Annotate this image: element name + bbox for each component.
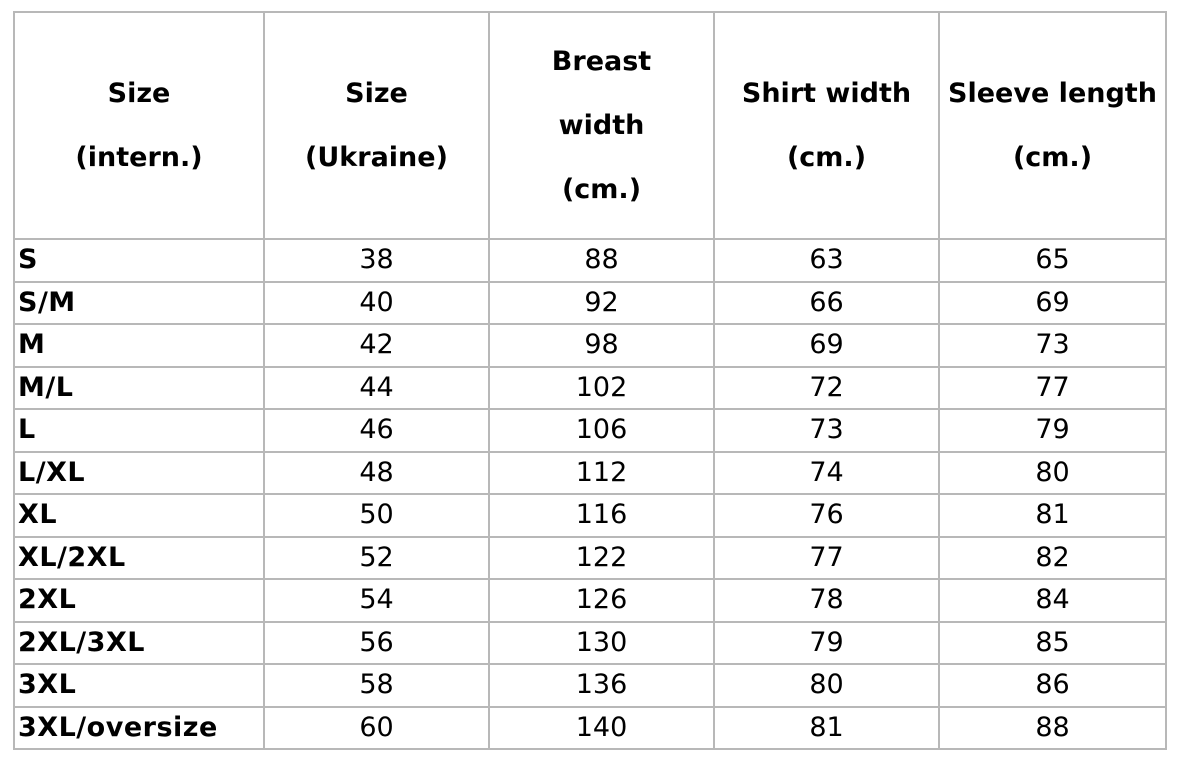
breast-width-cell: 112 [490,453,715,496]
ukraine-size-cell: 50 [265,495,490,538]
sleeve-length-cell: 84 [940,580,1167,623]
size-cell: L/XL [15,453,265,496]
shirt-width-cell: 63 [715,240,940,283]
header-line: Breast [551,45,652,77]
shirt-width-cell: 78 [715,580,940,623]
shirt-width-cell: 80 [715,665,940,708]
breast-width-cell: 136 [490,665,715,708]
sleeve-length-cell: 80 [940,453,1167,496]
table-row [15,708,1167,751]
table-row [15,283,1167,326]
table-row [15,325,1167,368]
sleeve-length-cell: 86 [940,665,1167,708]
ukraine-size-cell: 42 [265,325,490,368]
size-cell: L [15,410,265,453]
shirt-width-cell: 73 [715,410,940,453]
table-body [15,240,1167,750]
breast-width-cell: 88 [490,240,715,283]
breast-width-cell: 140 [490,708,715,751]
header-line: (cm.) [1012,141,1093,173]
ukraine-size-cell: 46 [265,410,490,453]
ukraine-size-cell: 44 [265,368,490,411]
ukraine-size-cell: 38 [265,240,490,283]
header-sleeve-length [940,13,1167,240]
table-row [15,368,1167,411]
shirt-width-cell: 77 [715,538,940,581]
breast-width-cell: 106 [490,410,715,453]
header-line: Size [107,77,171,109]
sleeve-length-cell: 81 [940,495,1167,538]
size-cell: S [15,240,265,283]
breast-width-cell: 122 [490,538,715,581]
table-row [15,240,1167,283]
table-row [15,665,1167,708]
table-row [15,495,1167,538]
header-line: (Ukraine) [305,141,448,173]
sleeve-length-cell: 69 [940,283,1167,326]
ukraine-size-cell: 52 [265,538,490,581]
table-header [15,13,1167,240]
breast-width-cell: 92 [490,283,715,326]
header-breast-width [490,13,715,240]
ukraine-size-cell: 54 [265,580,490,623]
breast-width-cell: 98 [490,325,715,368]
header-line: (cm.) [786,141,867,173]
shirt-width-cell: 74 [715,453,940,496]
table-row [15,580,1167,623]
size-cell: S/M [15,283,265,326]
header-size-ukraine [265,13,490,240]
header-shirt-width [715,13,940,240]
sleeve-length-cell: 85 [940,623,1167,666]
sleeve-length-cell: 82 [940,538,1167,581]
breast-width-cell: 126 [490,580,715,623]
header-line: (cm.) [561,173,642,205]
shirt-width-cell: 79 [715,623,940,666]
size-chart-table [13,11,1167,750]
header-row [15,13,1167,240]
ukraine-size-cell: 60 [265,708,490,751]
header-line: Size [345,77,408,109]
ukraine-size-cell: 48 [265,453,490,496]
size-cell: 3XL [15,665,265,708]
header-line: Sleeve length [948,77,1157,109]
ukraine-size-cell: 40 [265,283,490,326]
size-cell: 2XL [15,580,265,623]
size-cell: 3XL/oversize [15,708,265,751]
ukraine-size-cell: 56 [265,623,490,666]
breast-width-cell: 130 [490,623,715,666]
size-cell: 2XL/3XL [15,623,265,666]
sleeve-length-cell: 79 [940,410,1167,453]
shirt-width-cell: 66 [715,283,940,326]
size-cell: M [15,325,265,368]
table-row [15,623,1167,666]
breast-width-cell: 102 [490,368,715,411]
shirt-width-cell: 76 [715,495,940,538]
size-cell: M/L [15,368,265,411]
shirt-width-cell: 81 [715,708,940,751]
sleeve-length-cell: 65 [940,240,1167,283]
breast-width-cell: 116 [490,495,715,538]
sleeve-length-cell: 88 [940,708,1167,751]
header-line: width [558,109,645,141]
header-line: Shirt width [741,77,912,109]
ukraine-size-cell: 58 [265,665,490,708]
sleeve-length-cell: 77 [940,368,1167,411]
shirt-width-cell: 69 [715,325,940,368]
table-row [15,410,1167,453]
header-size-international [15,13,265,240]
header-line: (intern.) [75,141,203,173]
table-row [15,538,1167,581]
size-cell: XL [15,495,265,538]
sleeve-length-cell: 73 [940,325,1167,368]
size-cell: XL/2XL [15,538,265,581]
table-row [15,453,1167,496]
shirt-width-cell: 72 [715,368,940,411]
